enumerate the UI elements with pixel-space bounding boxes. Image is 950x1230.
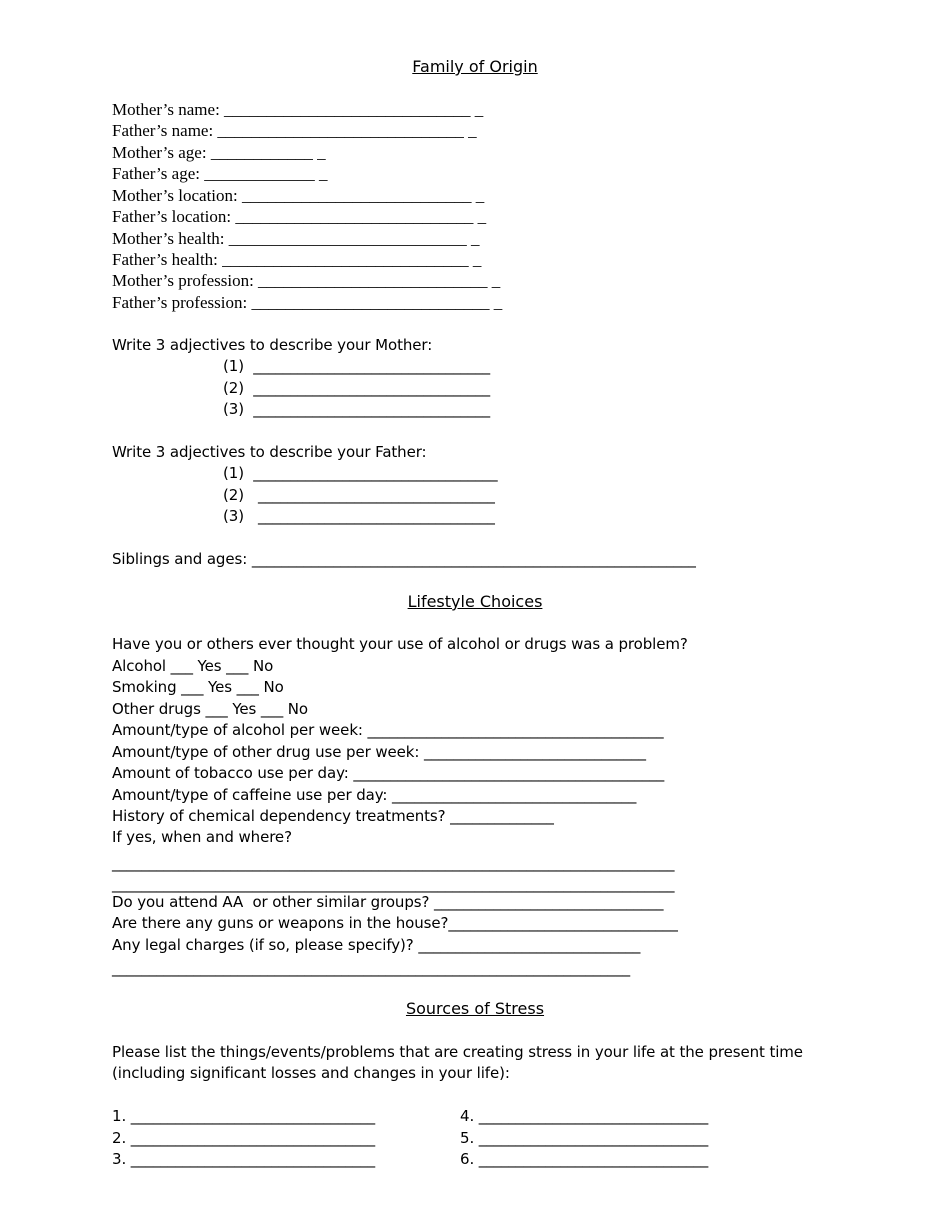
mother-adjective-3-field[interactable]: (3) ________________________________ [223,400,491,418]
mother-adjective-2-field[interactable]: (2) ________________________________ [223,379,491,397]
when-where-line-1[interactable]: ____________________________________________________________________________ [112,854,675,872]
mother-adjective-1-field[interactable]: (1) ________________________________ [223,357,491,375]
substance-problem-question: Have you or others ever thought your use of alcohol or drugs was a problem? [112,635,688,653]
dependency-treatment-field[interactable]: History of chemical dependency treatments? ______________ [112,807,554,825]
tobacco-amount-field[interactable]: Amount of tobacco use per day: __________________________________________ [112,764,665,782]
lifestyle-choices-heading-text: Lifestyle Choices [407,592,543,611]
smoking-yes-no[interactable]: Smoking ___ Yes ___ No [112,678,284,696]
mother-location-field[interactable]: Mother’s location: ___________________________ _ [112,186,485,205]
father-adjective-2-field[interactable]: (2) ________________________________ [223,486,495,504]
stress-intro-line-1: Please list the things/events/problems that are creating stress in your life at the present time [112,1043,803,1061]
sources-of-stress-heading [0,998,950,1019]
stress-item-3-field[interactable]: 3. _________________________________ [112,1150,375,1168]
weapons-field[interactable]: Are there any guns or weapons in the house?_______________________________ [112,914,678,932]
siblings-and-ages-field[interactable]: Siblings and ages: ____________________________________________________________ [112,550,696,568]
stress-item-5-field[interactable]: 5. _______________________________ [460,1129,709,1147]
father-name-field[interactable]: Father’s name: _____________________________ _ [112,121,477,140]
father-adjectives-prompt: Write 3 adjectives to describe your Father: [112,443,427,461]
stress-item-2-field[interactable]: 2. _________________________________ [112,1129,375,1147]
lifestyle-choices-heading [0,591,950,612]
stress-intro-line-2: (including significant losses and changes in your life): [112,1064,510,1082]
stress-item-6-field[interactable]: 6. _______________________________ [460,1150,709,1168]
alcohol-yes-no[interactable]: Alcohol ___ Yes ___ No [112,657,274,675]
aa-groups-field[interactable]: Do you attend AA or other similar groups? _______________________________ [112,893,664,911]
other-drug-amount-field[interactable]: Amount/type of other drug use per week: ______________________________ [112,743,646,761]
when-where-line-2[interactable]: ____________________________________________________________________________ [112,875,675,893]
when-where-prompt: If yes, when and where? [112,828,292,846]
other-drugs-yes-no[interactable]: Other drugs ___ Yes ___ No [112,700,308,718]
mother-health-field[interactable]: Mother’s health: ____________________________ _ [112,229,480,248]
family-of-origin-heading-text: Family of Origin [412,57,538,76]
caffeine-amount-field[interactable]: Amount/type of caffeine use per day: _________________________________ [112,786,637,804]
father-location-field[interactable]: Father’s location: ____________________________ _ [112,207,487,226]
sources-of-stress-heading-text: Sources of Stress [405,999,545,1018]
father-adjective-1-field[interactable]: (1) _________________________________ [223,464,498,482]
legal-charges-line-2[interactable]: ______________________________________________________________________ [112,959,631,977]
legal-charges-field[interactable]: Any legal charges (if so, please specify)? ______________________________ [112,936,641,954]
stress-item-4-field[interactable]: 4. _______________________________ [460,1107,709,1125]
stress-item-1-field[interactable]: 1. _________________________________ [112,1107,375,1125]
father-health-field[interactable]: Father’s health: _____________________________ _ [112,250,482,269]
mother-age-field[interactable]: Mother’s age: ____________ _ [112,143,326,162]
alcohol-amount-field[interactable]: Amount/type of alcohol per week: ________________________________________ [112,721,664,739]
father-profession-field[interactable]: Father’s profession: ____________________________ _ [112,293,503,312]
mother-adjectives-prompt: Write 3 adjectives to describe your Mother: [112,336,433,354]
mother-name-field[interactable]: Mother’s name: _____________________________ _ [112,100,484,119]
father-age-field[interactable]: Father’s age: _____________ _ [112,164,328,183]
mother-profession-field[interactable]: Mother’s profession: ___________________________ _ [112,271,501,290]
family-of-origin-heading [0,56,950,77]
father-adjective-3-field[interactable]: (3) ________________________________ [223,507,495,525]
